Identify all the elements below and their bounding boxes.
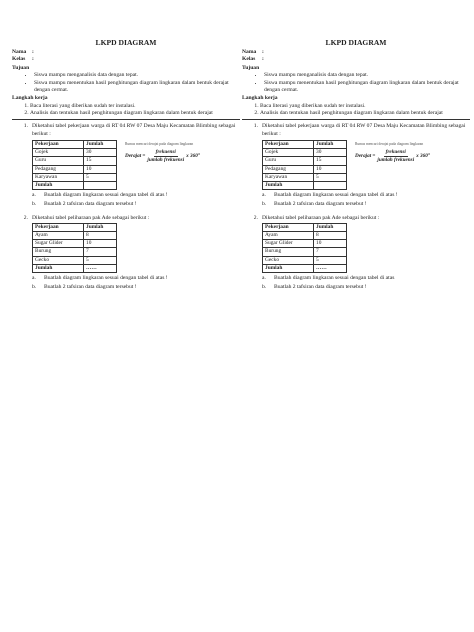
field-separator: : xyxy=(32,56,34,63)
langkah-item: 1. Baca literasi yang diberikan sudah ter instalasi. xyxy=(30,103,240,110)
table-cell: Pedagang xyxy=(33,165,84,173)
tujuan-item: • Siswa mampu menganalisis data dengan tepat. xyxy=(34,72,240,79)
table-cell: Burung xyxy=(33,248,84,256)
tujuan-list xyxy=(242,72,470,94)
question-body xyxy=(32,215,240,292)
table-cell: Sugar Glider xyxy=(263,240,314,248)
question-text: Diketahui tabel peliharaan pak Ade sebagai berikut : xyxy=(262,214,380,221)
langkah-item: 1. Baca literasi yang diberikan sudah ter instalasi. xyxy=(260,103,470,110)
sub-question xyxy=(32,284,240,291)
table-and-formula xyxy=(32,139,240,190)
table-and-formula xyxy=(262,139,470,190)
question-number: 2. xyxy=(23,214,28,221)
sub-question-letter: a. xyxy=(262,274,266,281)
table-cell: 7 xyxy=(314,248,347,256)
table-header-row xyxy=(263,224,347,232)
total-label: Jumlah xyxy=(33,264,84,272)
table-cell: 5 xyxy=(84,173,117,181)
question-body xyxy=(32,123,240,208)
total-value xyxy=(84,181,117,189)
data-table xyxy=(262,223,347,273)
total-label: Jumlah xyxy=(263,181,314,189)
langkah-heading: Langkah kerja xyxy=(12,95,48,102)
table-cell: 8 xyxy=(84,232,117,240)
table-total-row xyxy=(263,181,347,189)
question-number: 1. xyxy=(253,123,258,130)
total-value xyxy=(314,181,347,189)
tujuan-list xyxy=(12,72,240,94)
table-header-cell: Jumlah xyxy=(84,141,117,149)
formula-lhs: Derajat = xyxy=(125,152,146,159)
question-body xyxy=(262,215,470,292)
question-body xyxy=(262,123,470,208)
formula-fraction xyxy=(147,149,184,164)
sub-question-text: Buatlah 2 tafsiran data diagram tersebut ! xyxy=(44,201,137,208)
table-row xyxy=(263,240,347,248)
tujuan-heading: Tujuan xyxy=(12,64,30,71)
formula-equation xyxy=(125,149,215,164)
sub-question xyxy=(32,192,240,199)
sub-question xyxy=(32,275,240,282)
table-row xyxy=(263,165,347,173)
table-row xyxy=(33,165,117,173)
table-cell: Guru xyxy=(263,157,314,165)
sub-question-letter: b. xyxy=(262,201,267,208)
table-cell: Gecko xyxy=(263,256,314,264)
table-row xyxy=(33,157,117,165)
sub-question xyxy=(262,275,470,282)
question-number: 1. xyxy=(23,123,28,130)
field-label: Nama xyxy=(242,49,257,56)
question-1 xyxy=(12,123,240,208)
degree-formula xyxy=(125,142,215,163)
table-cell: 10 xyxy=(84,165,117,173)
formula-lhs: Derajat = xyxy=(355,152,376,159)
identity-field xyxy=(242,49,470,56)
table-cell: 15 xyxy=(314,157,347,165)
sub-question xyxy=(262,284,470,291)
sub-question-letter: a. xyxy=(32,191,36,198)
sub-question-letter: b. xyxy=(32,201,37,208)
formula-rhs: x 360° xyxy=(416,152,430,159)
table-header-row xyxy=(263,141,347,149)
table-header-cell: Jumlah xyxy=(314,224,347,232)
sub-question-letter: b. xyxy=(262,284,267,291)
data-table xyxy=(32,223,117,273)
question-2 xyxy=(242,215,470,292)
sub-question-text: Buatlah 2 tafsiran data diagram tersebut ! xyxy=(274,201,367,208)
sub-question-letter: a. xyxy=(32,274,36,281)
table-cell: 5 xyxy=(314,256,347,264)
table-cell: 30 xyxy=(84,149,117,157)
table-row xyxy=(263,248,347,256)
worksheet-title: LKPD DIAGRAM xyxy=(325,38,387,47)
langkah-list xyxy=(242,103,470,118)
table-row xyxy=(263,256,347,264)
sub-question-text: Buatlah 2 tafsiran data diagram tersebut ! xyxy=(274,284,367,291)
table-total-row xyxy=(33,264,117,272)
sub-question-text: Buatlah diagram lingkaran sesuai dengan tabel di atas ! xyxy=(274,191,398,198)
identity-field xyxy=(242,56,470,63)
table-header-cell: Pekerjaan xyxy=(33,224,84,232)
identity-field xyxy=(12,49,240,56)
formula-fraction xyxy=(377,149,414,164)
langkah-item: 2. Analisis dan tentukan hasil penghitungan diagram lingkaran dalam bentuk derajat xyxy=(260,110,470,117)
table-cell: 10 xyxy=(84,240,117,248)
worksheet-left xyxy=(12,38,240,292)
table-cell: 30 xyxy=(314,149,347,157)
table-header-row xyxy=(33,141,117,149)
sub-question-letter: a. xyxy=(262,191,266,198)
sub-question-letter: b. xyxy=(32,284,37,291)
table-cell: Gojek xyxy=(263,149,314,157)
formula-caption: Rumus mencari derajat pada diagram lingkaran xyxy=(355,142,424,147)
tujuan-heading: Tujuan xyxy=(242,64,260,71)
table-cell: Ayam xyxy=(263,232,314,240)
table-row xyxy=(263,157,347,165)
table-total-row xyxy=(33,181,117,189)
table-total-row xyxy=(263,264,347,272)
degree-formula xyxy=(355,142,445,163)
table-cell: Gecko xyxy=(33,256,84,264)
table-cell: Gojek xyxy=(33,149,84,157)
formula-denominator: jumlah frekuensi xyxy=(147,156,185,163)
table-row xyxy=(263,232,347,240)
table-cell: 5 xyxy=(84,256,117,264)
sub-question-text: Buatlah diagram lingkaran sesuai dengan tabel di atas ! xyxy=(44,274,168,281)
total-value: …… xyxy=(314,264,347,272)
table-cell: 8 xyxy=(314,232,347,240)
table-cell: Sugar Glider xyxy=(33,240,84,248)
table-cell: Guru xyxy=(33,157,84,165)
formula-caption: Rumus mencari derajat pada diagram lingkaran xyxy=(125,142,194,147)
table-cell: Karyawan xyxy=(33,173,84,181)
total-label: Jumlah xyxy=(263,264,314,272)
question-number: 2. xyxy=(253,214,258,221)
sub-question xyxy=(262,201,470,208)
tujuan-item: • Siswa mampu menganalisis data dengan tepat. xyxy=(264,72,470,79)
table-row xyxy=(263,149,347,157)
table-row xyxy=(33,248,117,256)
formula-equation xyxy=(355,149,445,164)
sub-question-text: Buatlah diagram lingkaran sesuai dengan tabel di atas xyxy=(274,274,395,281)
field-separator: : xyxy=(262,56,264,63)
table-cell: 10 xyxy=(314,165,347,173)
formula-denominator: jumlah frekuensi xyxy=(377,156,415,163)
worksheet-title: LKPD DIAGRAM xyxy=(95,38,157,47)
table-row xyxy=(33,240,117,248)
data-table xyxy=(262,140,347,190)
table-cell: 10 xyxy=(314,240,347,248)
question-text: Diketahui tabel peliharaan pak Ade sebagai berikut : xyxy=(32,214,150,221)
divider xyxy=(242,119,470,120)
table-cell: Pedagang xyxy=(263,165,314,173)
field-label: Kelas xyxy=(242,56,256,63)
formula-numerator: frekuensi xyxy=(155,148,176,155)
table-header-cell: Jumlah xyxy=(84,224,117,232)
tujuan-item: • Siswa mampu menentukan hasil penghitungan diagram lingkaran dalam bentuk derajat dengan cermat. xyxy=(264,80,470,95)
table-header-cell: Pekerjaan xyxy=(263,224,314,232)
formula-rhs: x 360° xyxy=(186,152,200,159)
sub-question-text: Buatlah diagram lingkaran sesuai dengan tabel di atas ! xyxy=(44,191,168,198)
table-cell: 5 xyxy=(314,173,347,181)
table-header-cell: Pekerjaan xyxy=(263,141,314,149)
question-text: Diketahui tabel pekerjaan warga di RT 04 RW 07 Desa Maju Kecamatan Blimbing sebagai berikut : xyxy=(262,123,466,137)
table-row xyxy=(33,256,117,264)
table-cell: Burung xyxy=(263,248,314,256)
data-table xyxy=(32,140,117,190)
total-value: …… xyxy=(84,264,117,272)
langkah-item: 2. Analisis dan tentukan hasil penghitungan diagram lingkaran dalam bentuk derajat xyxy=(30,110,240,117)
table-row xyxy=(33,149,117,157)
table-header-row xyxy=(33,224,117,232)
tujuan-item: • Siswa mampu menentukan hasil penghitungan diagram lingkaran dalam bentuk derajat dengan cermat. xyxy=(34,80,240,95)
question-2 xyxy=(12,215,240,292)
table-header-cell: Pekerjaan xyxy=(33,141,84,149)
sub-question xyxy=(32,201,240,208)
table-cell: 15 xyxy=(84,157,117,165)
langkah-heading: Langkah kerja xyxy=(242,95,278,102)
sub-question-text: Buatlah 2 tafsiran data diagram tersebut ! xyxy=(44,284,137,291)
table-row xyxy=(33,232,117,240)
field-label: Kelas xyxy=(12,56,26,63)
field-label: Nama xyxy=(12,49,27,56)
total-label: Jumlah xyxy=(33,181,84,189)
divider xyxy=(12,119,240,120)
sub-question xyxy=(262,192,470,199)
identity-field xyxy=(12,56,240,63)
question-text: Diketahui tabel pekerjaan warga di RT 04 RW 07 Desa Maju Kecamatan Blimbing sebagai berikut : xyxy=(32,123,236,137)
table-cell: 7 xyxy=(84,248,117,256)
table-cell: Ayam xyxy=(33,232,84,240)
table-cell: Karyawan xyxy=(263,173,314,181)
table-row xyxy=(263,173,347,181)
question-1 xyxy=(242,123,470,208)
worksheet-right xyxy=(242,38,470,292)
langkah-list xyxy=(12,103,240,118)
field-separator: : xyxy=(32,49,34,56)
table-row xyxy=(33,173,117,181)
field-separator: : xyxy=(262,49,264,56)
formula-numerator: frekuensi xyxy=(385,148,406,155)
table-header-cell: Jumlah xyxy=(314,141,347,149)
